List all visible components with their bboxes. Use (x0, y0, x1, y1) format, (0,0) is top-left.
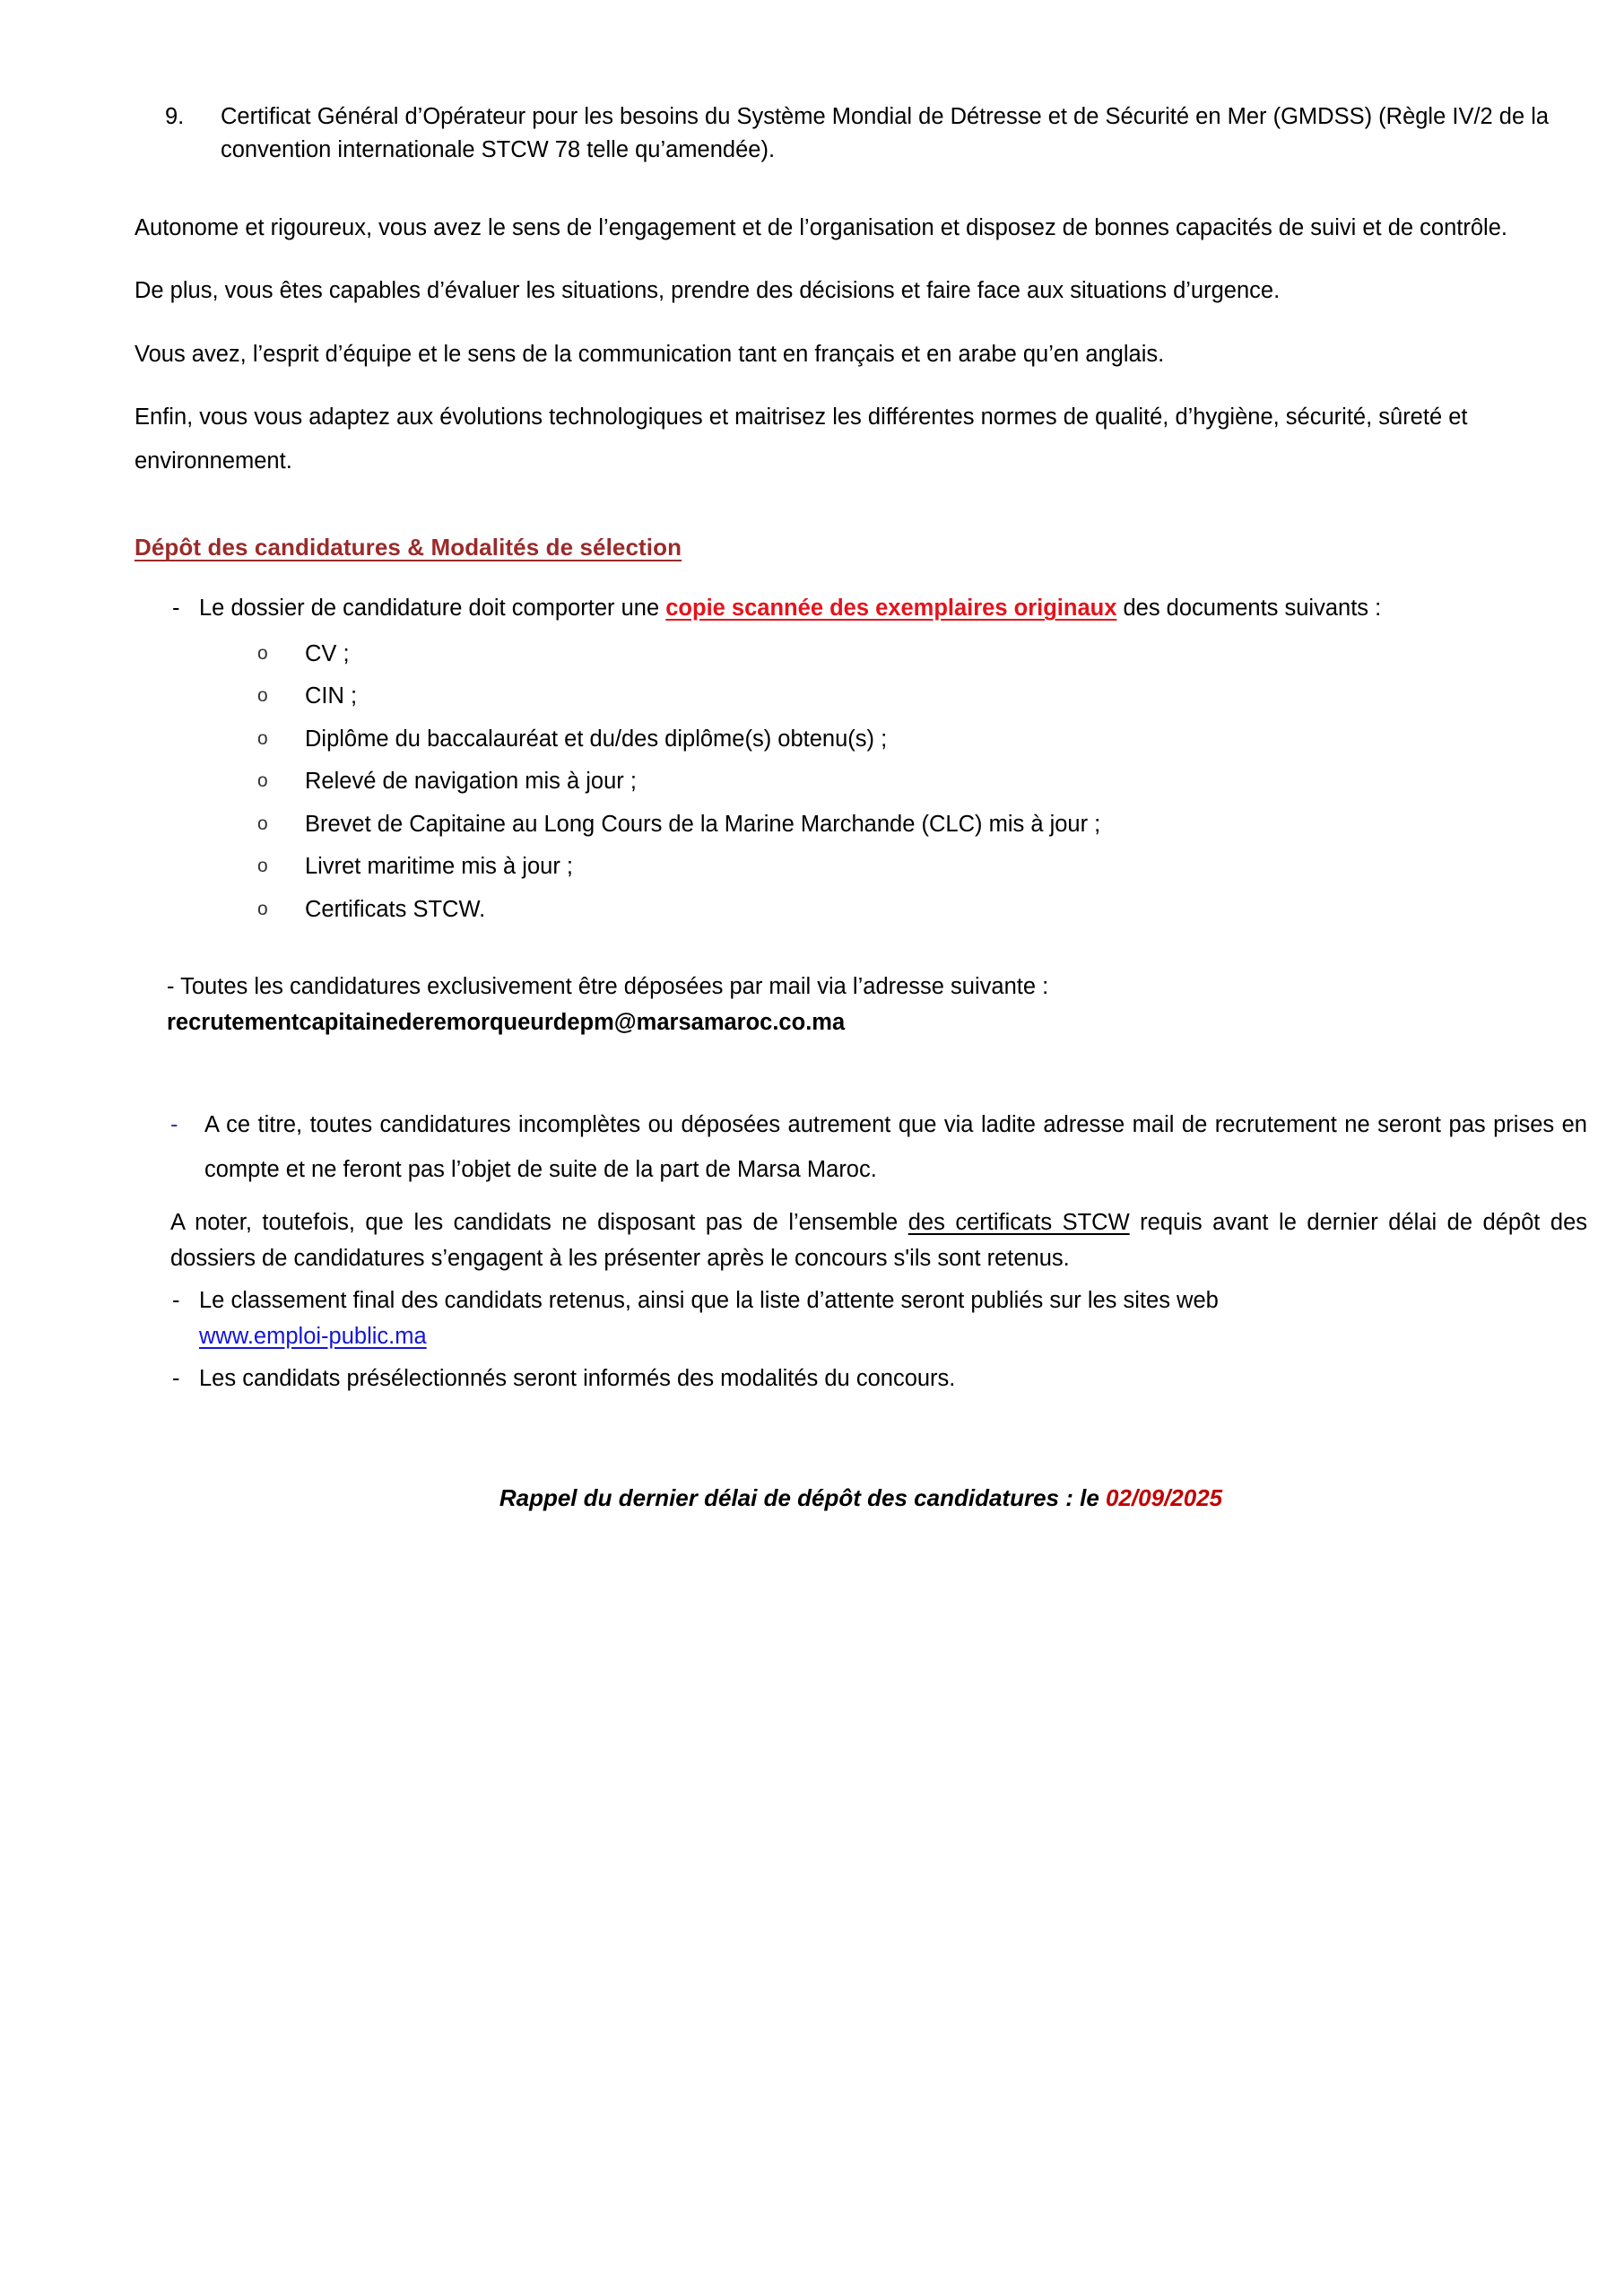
profile-paragraph-2: De plus, vous êtes capables d’évaluer les situations, prendre des décisions et faire face aux situations d’urgence. (135, 278, 1281, 304)
circle-bullet-icon: o (257, 770, 268, 792)
document-label: CV ; (305, 640, 350, 666)
profile-paragraph-3: Vous avez, l’esprit d’équipe et le sens de la communication tant en français et en arabe qu’en anglais. (135, 341, 1165, 367)
final-ranking-bullet (135, 1283, 1587, 1354)
preselected-candidates-text: Les candidats présélectionnés seront informés des modalités du concours. (199, 1366, 956, 1392)
document-label: Brevet de Capitaine au Long Cours de la Marine Marchande (CLC) mis à jour ; (305, 811, 1101, 837)
dossier-highlight-text: copie scannée des exemplaires originaux (665, 596, 1117, 622)
document-list-item (135, 813, 1587, 837)
preselected-candidates-bullet (135, 1361, 1587, 1397)
document-label: Certificats STCW. (305, 896, 486, 922)
circle-bullet-icon: o (257, 642, 268, 664)
final-bullet-list (135, 1283, 1587, 1397)
dash-bullet-marker: - (172, 1288, 180, 1314)
incomplete-applications-text: A ce titre, toutes candidatures incomplètes ou déposées autrement que via ladite adresse mail de recrutement ne seront pas prises en compte et ne feront pas l’objet de suite de la part de Marsa Maroc. (204, 1112, 1587, 1183)
circle-bullet-icon: o (257, 685, 268, 707)
recruitment-email-address[interactable]: recrutementcapitainederemorqueurdepm@marsamaroc.co.ma (167, 1009, 846, 1035)
document-list-item (135, 896, 1587, 922)
deadline-reminder-text: Rappel du dernier délai de dépôt des candidatures : le (499, 1483, 1106, 1511)
incomplete-applications-bullet (135, 1103, 1587, 1192)
document-list-item (135, 728, 1587, 752)
required-documents-list (135, 640, 1587, 922)
requirement-number: 9. (165, 104, 185, 129)
document-label: Relevé de navigation mis à jour ; (305, 769, 637, 795)
final-ranking-text: Le classement final des candidats retenus, ainsi que la liste d’attente seront publiés sur les sites web (199, 1288, 1219, 1314)
circle-bullet-icon: o (257, 727, 268, 749)
dossier-bullet-list (135, 591, 1587, 627)
dash-bullet-marker: - (172, 1366, 180, 1392)
circle-bullet-icon: o (257, 898, 268, 919)
dash-bullet-marker: - (170, 1112, 178, 1138)
requirement-item-9 (135, 100, 1587, 167)
dossier-trail-text: des documents suivants : (1116, 596, 1382, 622)
dash-bullet-marker: - (172, 596, 180, 622)
mail-submission-paragraph (167, 970, 1587, 1040)
document-label: Livret maritime mis à jour ; (305, 854, 573, 880)
page-blank-area (135, 1513, 1587, 2069)
document-list-item (135, 770, 1587, 794)
requirements-numbered-list (135, 100, 1587, 167)
note-lead-text: A noter, toutefois, que les candidats ne disposant pas de l’ensemble (170, 1209, 908, 1235)
emploi-public-link[interactable]: www.emploi-public.ma (199, 1323, 427, 1349)
dossier-lead-text: Le dossier de candidature doit comporter une (199, 596, 666, 622)
circle-bullet-icon: o (257, 813, 268, 834)
mail-instruction-text: - Toutes les candidatures exclusivement être déposées par mail via l’adresse suivante : (167, 974, 1049, 1000)
note-trail-text: requis avant le dernier délai de dépôt des dossiers de candidatures s’engagent à les présenter après le concours s'ils sont retenus. (170, 1209, 1587, 1271)
requirement-text: Certificat Général d’Opérateur pour les besoins du Système Mondial de Détresse et de Sécurité en Mer (GMDSS) (Règle IV/2 de la convention internationale STCW 78 telle qu’amendée). (221, 104, 1550, 162)
section-heading-depot-candidatures: Dépôt des candidatures & Modalités de sélection (135, 534, 682, 561)
document-label: Diplôme du baccalauréat et du/des diplôme(s) obtenu(s) ; (305, 726, 888, 752)
deadline-reminder (135, 1483, 1587, 1513)
document-list-item (135, 685, 1587, 709)
document-label: CIN ; (305, 683, 358, 709)
dossier-requirement-bullet (135, 591, 1587, 627)
deadline-date: 02/09/2025 (1106, 1483, 1223, 1511)
profile-paragraph-1: Autonome et rigoureux, vous avez le sens de l’engagement et de l’organisation et disposez de bonnes capacités de suivi et de contrôle. (135, 214, 1507, 240)
stcw-note-paragraph (170, 1205, 1587, 1277)
document-list-item (135, 856, 1587, 879)
document-list-item (135, 640, 1587, 666)
circle-bullet-icon: o (257, 856, 268, 877)
note-underlined-text: des certificats STCW (908, 1209, 1130, 1235)
document-body (135, 0, 1587, 2069)
profile-paragraph-4: Enfin, vous vous adaptez aux évolutions technologiques et maitrisez les différentes normes de qualité, d’hygiène, sécurité, sûreté et environnement. (135, 404, 1468, 474)
